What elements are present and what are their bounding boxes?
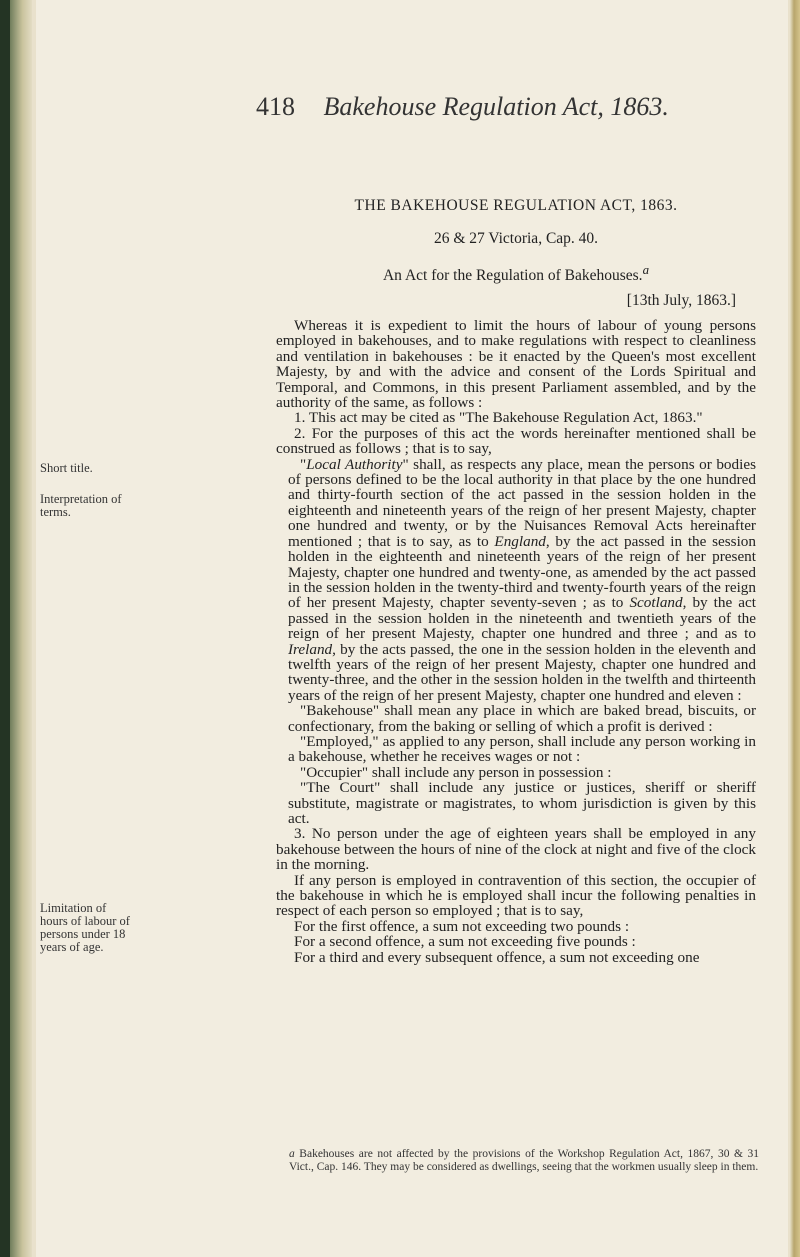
section-2: 2. For the purposes of this act the words hereinafter mentioned shall be construed as follows ; that is to say,	[276, 424, 756, 458]
footnote-text: Bakehouses are not affected by the provisions of the Workshop Regulation Act, 1867, 30 & 31 Vict., Cap. 146. They may be considered as dwellings, seeing that the workmen usually sleep in them.	[289, 1148, 759, 1173]
book-page	[36, 0, 788, 1257]
act-date: [13th July, 1863.]	[626, 292, 736, 309]
running-title: Bakehouse Regulation Act, 1863.	[323, 92, 669, 121]
footnote-marker: a	[289, 1148, 295, 1160]
page-number: 418	[256, 92, 295, 121]
running-head	[256, 92, 716, 122]
long-title-text: An Act for the Regulation of Bakehouses.	[382, 267, 643, 285]
page-edge	[790, 0, 800, 1257]
definition-employed: "Employed," as applied to any person, shall include any person working in a bakehouse, whether he receives wages or not :	[288, 732, 756, 766]
margin-note-interpretation: Interpretation of terms.	[40, 492, 122, 519]
penalty-second: For a second offence, a sum not exceeding five pounds :	[294, 933, 636, 951]
term-local-authority: Local Authority	[306, 455, 403, 473]
margin-note-limitation: Limitation of hours of labour of persons under 18 years of age.	[40, 901, 130, 954]
definition-bakehouse: "Bakehouse" shall mean any place in which are baked bread, biscuits, or confectionary, from the baking or selling of which a profit is derived :	[288, 702, 756, 735]
definition-occupier: "Occupier" shall include any person in possession :	[300, 763, 612, 781]
definition-court: "The Court" shall include any justice or justices, sheriff or sheriff substitute, magistrate or magistrates, to whom jurisdiction is given by this act.	[288, 779, 756, 827]
act-heading: THE BAKEHOUSE REGULATION ACT, 1863.	[354, 197, 678, 214]
section-1: 1. This act may be cited as "The Bakehouse Regulation Act, 1863."	[294, 409, 703, 427]
place-england: England	[494, 532, 546, 550]
margin-note-short-title: Short title.	[40, 461, 93, 475]
definition-text: shall, as respects any place, mean the persons or bodies of persons defined to be the local authority in that place by the one hundred and thirty-fourth section of the act passed in the session holden in the eighteenth and nineteenth years of the reign of her present Majesty, chapter one hundred and twenty, or by the Nuisances Removal Acts hereinafter mentioned ; that is to say, as to	[288, 455, 756, 550]
section-3-penalties: If any person is employed in contravention of this section, the occupier of the bakehouse in which he is employed shall incur the following penalties in respect of each person so employed ; that is to say,	[276, 871, 756, 920]
footnote-marker: a	[642, 262, 650, 277]
definition-local-authority: "Local Authority" shall, as respects any place, mean the persons or bodies of persons defined to be the local authority in that place by the one hundred and thirty-fourth section of the act passed in the session holden in the eighteenth and nineteenth years of the reign of her present Majesty, chapter one hundred and twenty, or by the Nuisances Removal Acts hereinafter mentioned ; that is to say, as to England, by the act passed in the session holden in the eighteenth and nineteenth years of the reign of her present Majesty, chapter one hundred and twenty-one, as amended by the act passed in the session holden in the twenty-third and twenty-fourth years of the reign of her present Majesty, chapter seventy-seven ; as to Scotland, by the act passed in the session holden in the nineteenth and twentieth years of the reign of her present Majesty, chapter one hundred and three ; and as to Ireland, by the acts passed, the one in the session holden in the eleventh and twelfth years of the reign of her present Majesty, chapter one hundred and twenty-three, and the other in the session holden in the twelfth and thirteenth years of the reign of her present Majesty, chapter one hundred and eleven :	[288, 455, 756, 704]
definition-text: , by the act passed in the session holden in the nineteenth and twentieth years of the reign of her present Majesty, chapter one hundred and three ; and as to	[288, 594, 756, 643]
definition-text: , by the acts passed, the one in the session holden in the eleventh and twelfth years of the reign of her present Majesty, chapter one hundred and twenty-three, and the other in the session holden in the twelfth and thirteenth years of the reign of her present Majesty, chapter one hundred and eleven :	[288, 640, 756, 704]
definition-text: , by the act passed in the session holden in the eighteenth and nineteenth years of the reign of her present Majesty, chapter one hundred and twenty-one, as amended by the act passed in the session holden in the twenty-third and twenty-fourth years of the reign of her present Majesty, chapter seventy-seven ; as to	[288, 532, 756, 612]
place-ireland: Ireland	[288, 640, 333, 658]
section-3: 3. No person under the age of eighteen years shall be employed in any bakehouse between the hours of nine of the clock at night and five of the clock in the morning.	[276, 825, 756, 874]
act-body	[276, 318, 756, 965]
book-binding-edge	[0, 0, 10, 1257]
footnote	[289, 1148, 759, 1173]
penalty-third: For a third and every subsequent offence, a sum not exceeding one	[294, 948, 700, 966]
penalty-first: For the first offence, a sum not exceeding two pounds :	[294, 917, 630, 935]
act-long-title	[276, 262, 756, 285]
preamble: Whereas it is expedient to limit the hours of labour of young persons employed in bakehouses, and to make regulations with respect to cleanliness and ventilation in bakehouses : be it enacted by the Queen's most excellent Majesty, by and with the advice and consent of the Lords Spiritual and Temporal, and Commons, in this present Parliament assembled, and by the authority of the same, as follows :	[276, 317, 756, 412]
place-scotland: Scotland	[629, 594, 683, 612]
act-citation: 26 & 27 Victoria, Cap. 40.	[433, 230, 599, 247]
